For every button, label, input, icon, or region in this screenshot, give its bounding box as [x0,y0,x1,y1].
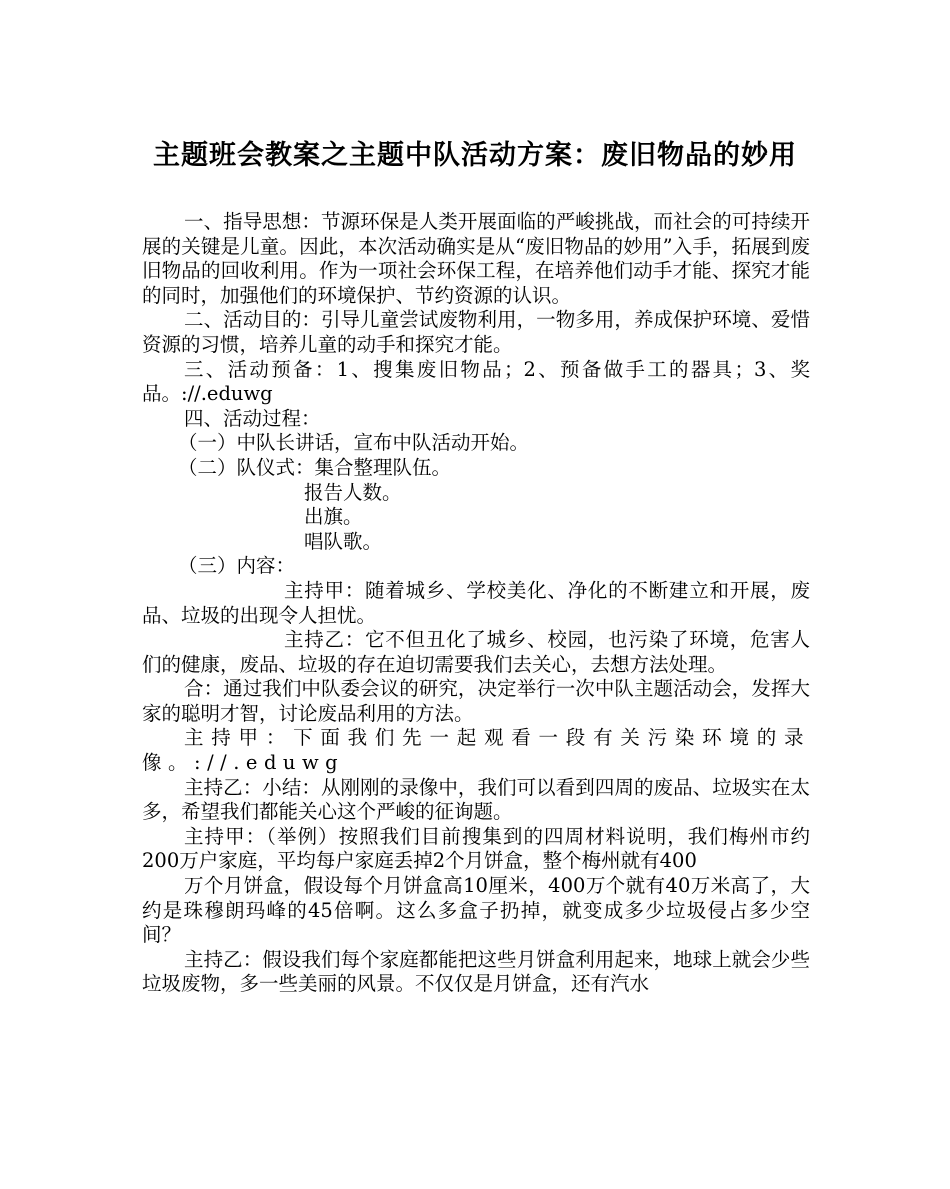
paragraph-activity-goal: 二、活动目的：引导儿童尝试废物利用，一物多用，养成保护环境、爱惜资源的习惯，培养儿童的动手和探究才能。 [142,308,810,356]
paragraph-host-a-2: 主持甲：下面我们先一起观看一段有关污染环境的录像。://.eduwg [142,726,810,775]
paragraph-report-count: 报告人数。 [304,480,402,504]
paragraph-anthem: 唱队歌。 [304,529,383,553]
paragraph-activity-process: 四、活动过程： [184,406,321,430]
page-title: 主题班会教案之主题中队活动方案：废旧物品的妙用 [153,140,797,171]
paragraph-together: 合：通过我们中队委会议的研究，决定举行一次中队主题活动会，发挥大家的聪明才智，讨论废品利用的方法。 [142,677,810,725]
paragraph-host-b-2: 主持乙：小结：从刚刚的录像中，我们可以看到四周的废品、垃圾实在太多，希望我们都能关心这个严峻的征询题。 [142,775,810,824]
paragraph-guiding-thought: 一、指导思想：节源环保是人类开展面临的严峻挑战，而社会的可持续开展的关键是儿童。因此，本次活动确实是从“废旧物品的妙用”入手，拓展到废旧物品的回收利用。作为一项社会环保工程，在培养他们动手才能、探究才能的同时，加强他们的环境保护、节约资源的认识。 [142,210,810,307]
paragraph-flag: 出旗。 [304,505,363,529]
document-body [142,210,810,997]
paragraph-step-two: （二）队仪式：集合整理队伍。 [178,455,452,479]
paragraph-host-b-3: 主持乙：假设我们每个家庭都能把这些月饼盒利用起来，地球上就会少些垃圾废物，多一些美丽的风景。不仅仅是月饼盒，还有汽水 [142,947,810,996]
paragraph-step-one: （一）中队长讲话，宣布中队活动开始。 [178,431,530,455]
paragraph-step-three: （三）内容： [178,554,296,578]
paragraph-host-a-3: 主持甲：（举例）按照我们目前搜集到的四周材料说明，我们梅州市约200万户家庭，平均每户家庭丢掉2个月饼盒，整个梅州就有400 [142,824,810,873]
paragraph-host-a-1: 主持甲：随着城乡、学校美化、净化的不断建立和开展，废品、垃圾的出现令人担忧。 [142,578,810,627]
paragraph-host-a-3-cont: 万个月饼盒，假设每个月饼盒高10厘米，400万个就有40万米高了，大约是珠穆朗玛峰的45倍啊。这么多盒子扔掉，就变成多少垃圾侵占多少空间？ [142,874,810,947]
paragraph-activity-preparation: 三、活动预备：1、搜集废旧物品；2、预备做手工的器具；3、奖品。://.eduwg [142,357,810,406]
paragraph-host-b-1: 主持乙：它不但丑化了城乡、校园，也污染了环境，危害人们的健康，废品、垃圾的存在迫切需要我们去关心，去想方法处理。 [142,628,810,676]
